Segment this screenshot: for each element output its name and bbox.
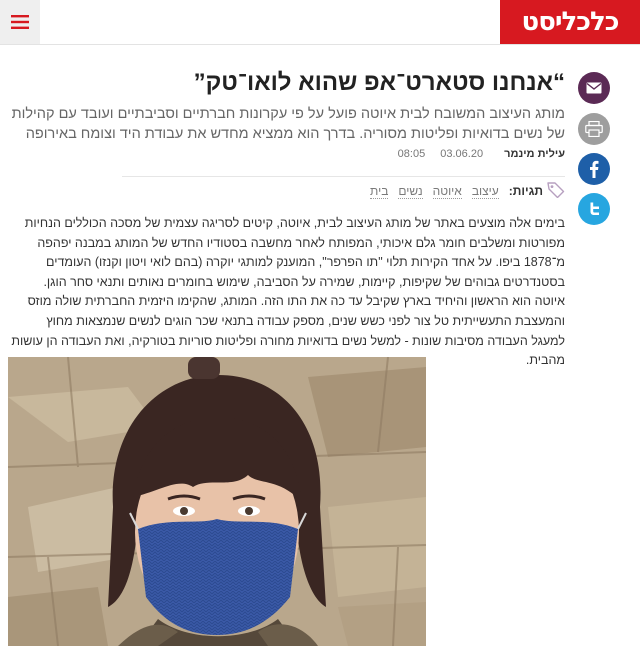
print-button[interactable] xyxy=(578,113,610,145)
twitter-share-button[interactable] xyxy=(578,193,610,225)
article-subtitle: מותג העיצוב המשובח לבית איוטה פועל על פי עקרונות חברתיים וסביבתיים ועובד עם קהילות של נשים בדואיות ופליטות מסוריה. בדרך הוא ממציא מחדש את עבודת היד וצומח באירופה xyxy=(11,106,565,142)
tag-link[interactable]: איוטה xyxy=(432,183,462,198)
top-bar xyxy=(0,0,640,45)
facebook-share-button[interactable] xyxy=(578,153,610,185)
facebook-icon xyxy=(589,160,599,178)
article-photo xyxy=(8,357,426,646)
tags-label: תגיות: xyxy=(508,184,543,198)
tag-icon xyxy=(547,182,565,201)
menu-button[interactable] xyxy=(0,0,40,44)
printer-icon xyxy=(585,121,603,137)
tag-link[interactable]: עיצוב xyxy=(471,183,499,198)
envelope-icon xyxy=(586,82,602,94)
email-share-button[interactable] xyxy=(578,72,610,104)
author-name[interactable]: עילית מינמר xyxy=(504,148,565,160)
article-meta xyxy=(10,148,565,164)
tags-row xyxy=(10,182,565,200)
site-logo[interactable]: כלכליסט xyxy=(500,0,640,44)
article-body: בימים אלה מוצעים באתר של מותג העיצוב לבית, איוטה, קיטים לסריגה עצמית של מסכה הכוללים הנחיות מפורטות ומשלבים חומר גלם איכותי, המפותח לאחר מחשבה בסטודיו החדש של המותג במבנה יפהפה מ־1878 ביפו. על אחד הקירות תלוי "תו הפרפר", המוענק למותגי יוקרה (בהם לואי ויטון וקנזו) העומדים בסטנדרטים גבוהים של שקיפות, קיימות, שמירה על הסביבה, שימוש בחומרים נאותים ותנאי סחר הוגן. איוטה הוא הראשון והיחיד בארץ שקיבל עד כה את התו הזה. המותג, שהקימו היזמית החברתית שולה מוזס והמעצבת התעשייתית טל צור לפני כשש שנים, מספק עבודה בתנאי שכר הוגים לנשים שנמצאות מחוץ למעגל העבודה מסיבות שונות - למשל נשים בדואיות מחורה ופליטות סוריות בטורקיה, ואת העבודה הן עושות מהבית. xyxy=(11,216,565,368)
portrait-image xyxy=(8,357,426,646)
publish-date: 03.06.20 xyxy=(440,148,484,160)
publish-time: 08:05 xyxy=(397,148,426,160)
hamburger-icon xyxy=(10,14,30,30)
tag-link[interactable]: בית xyxy=(370,183,389,198)
twitter-icon xyxy=(588,202,600,216)
tag-link[interactable]: נשים xyxy=(398,183,423,198)
article-title: “אנחנו סטארט־אפ שהוא לואו־טק” xyxy=(193,69,565,96)
tags-divider xyxy=(122,176,565,177)
